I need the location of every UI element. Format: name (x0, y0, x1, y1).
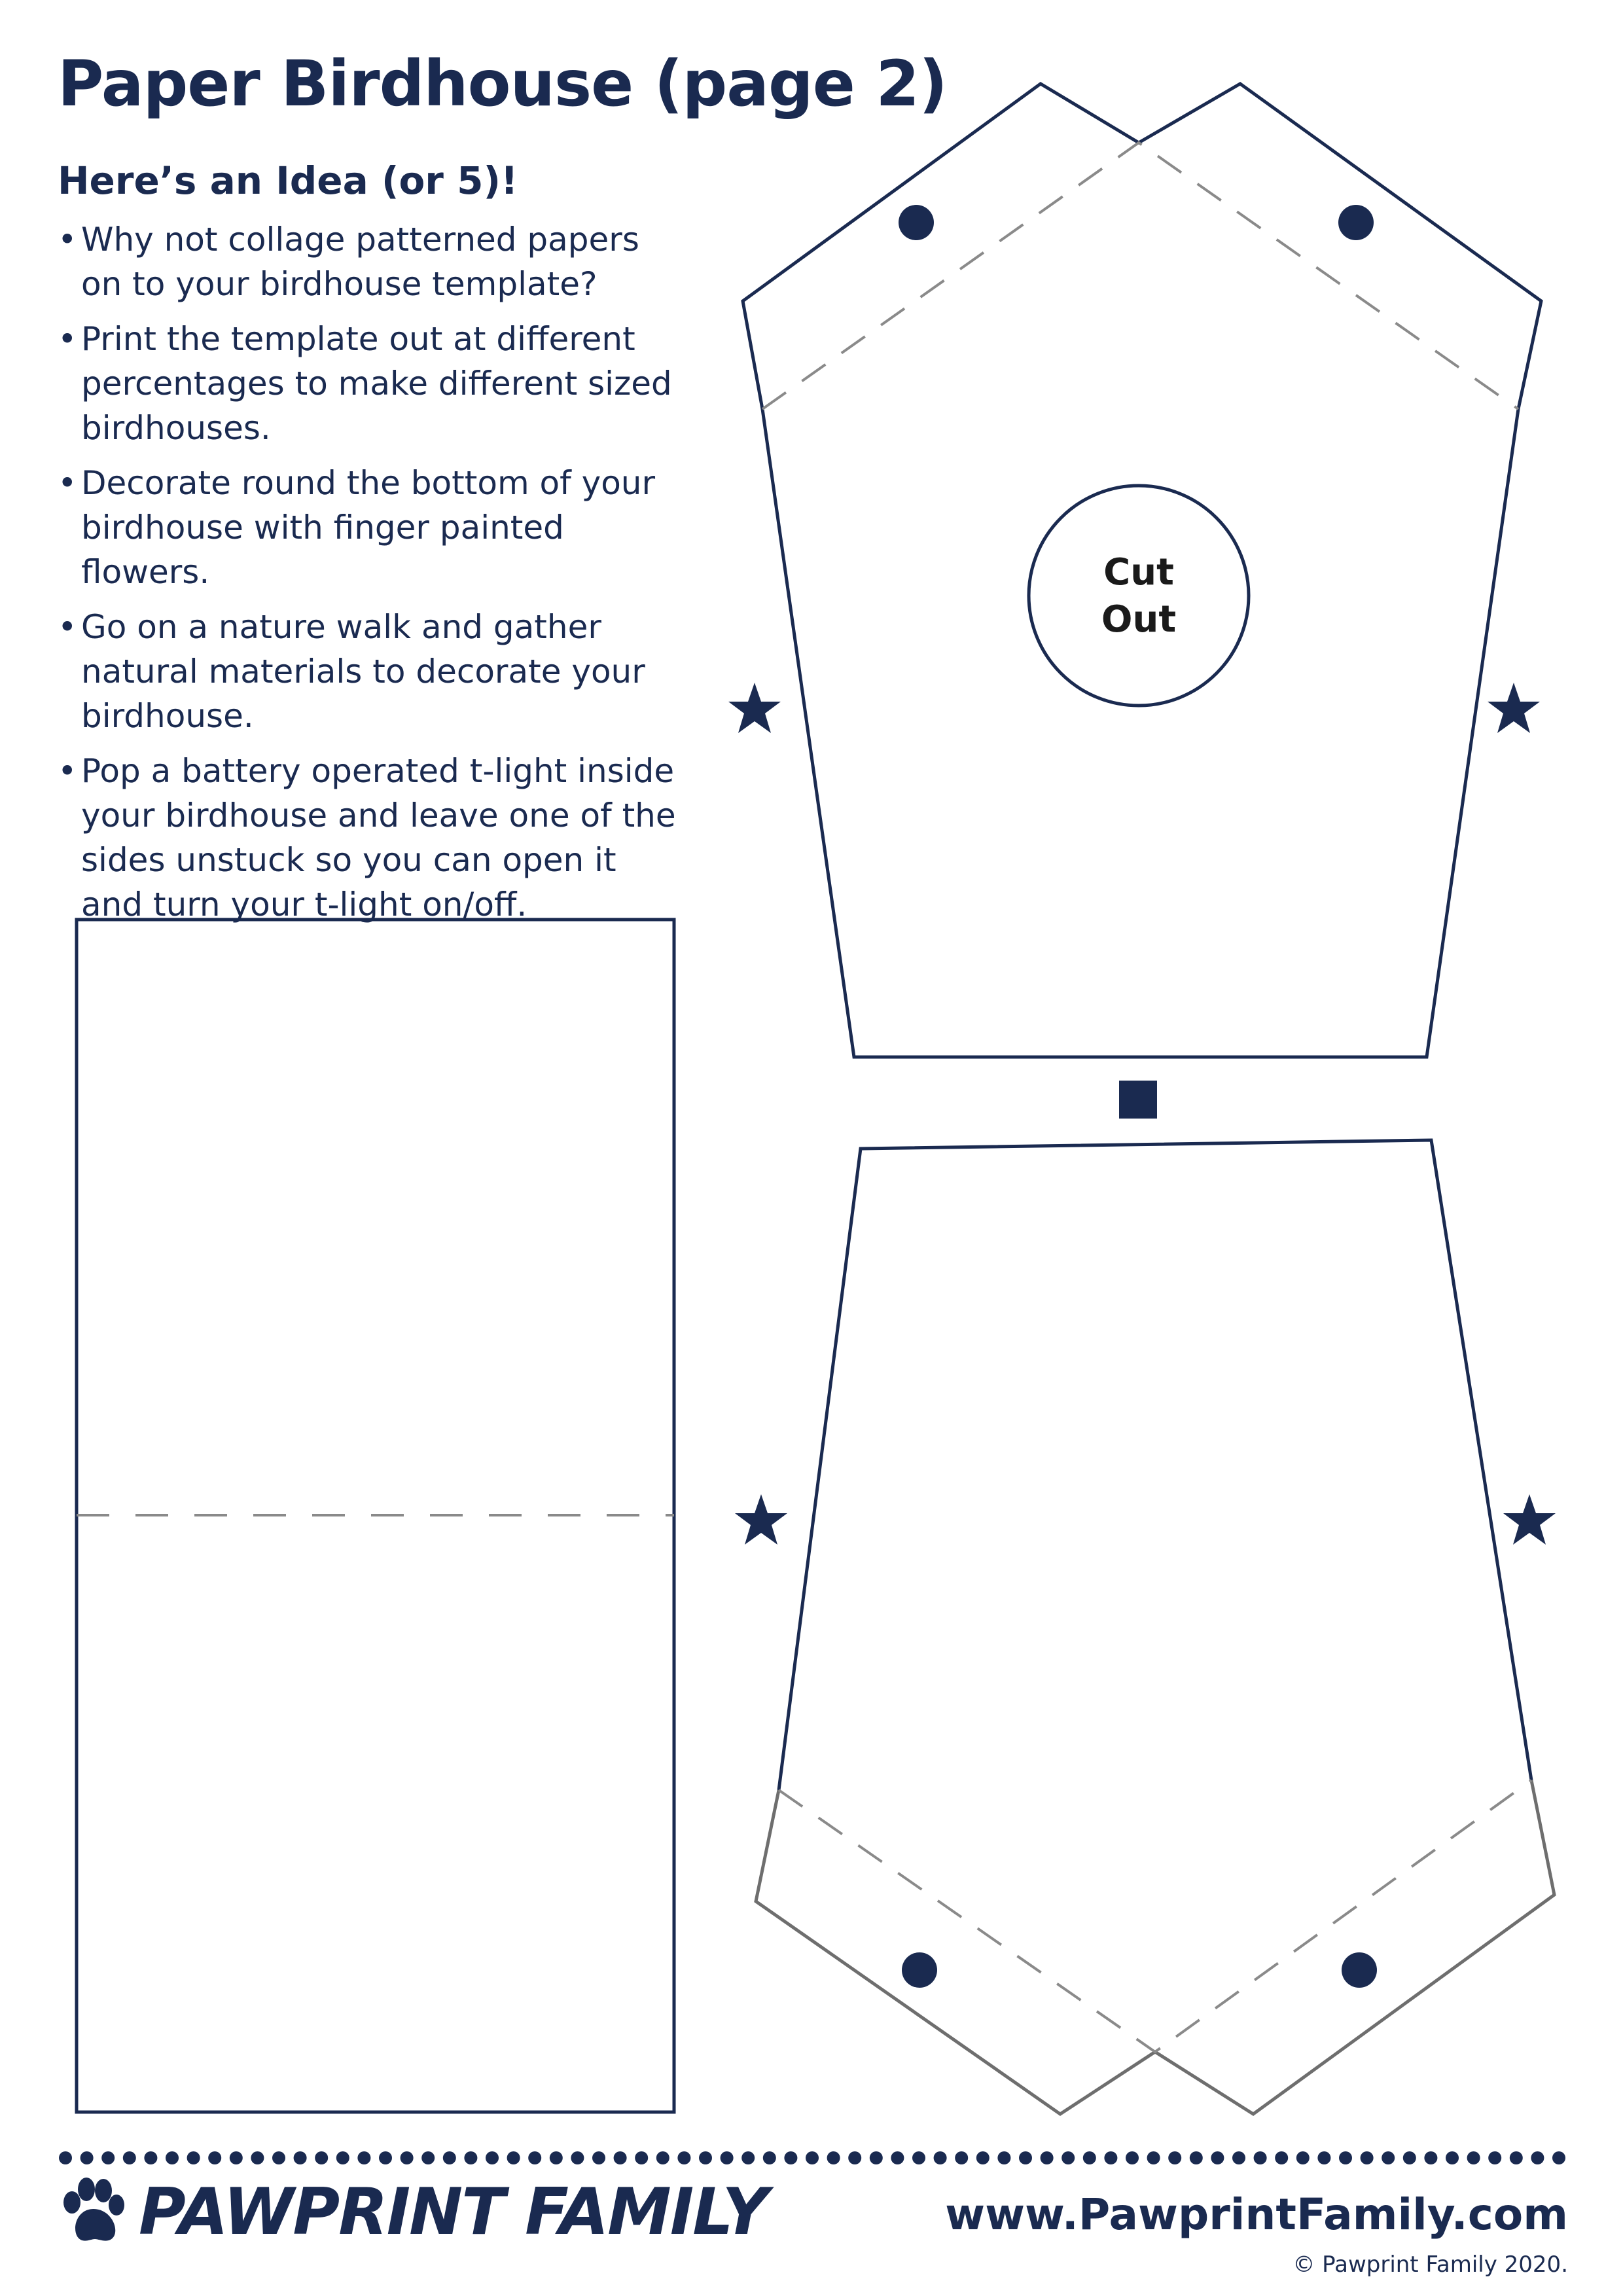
divider-dot (677, 2151, 690, 2164)
idea-item: • Print the template out at different percentages to make different sized birdhouses. (58, 317, 686, 450)
divider-dot (1275, 2151, 1288, 2164)
divider-dot (401, 2151, 414, 2164)
divider-dot (1552, 2151, 1565, 2164)
cutout-label-line2: Out (1101, 598, 1177, 641)
divider-dot (507, 2151, 520, 2164)
divider-dot (870, 2151, 883, 2164)
divider-dot (614, 2151, 627, 2164)
divider-dot (1104, 2151, 1117, 2164)
side-panel (77, 920, 674, 2112)
divider-dot (187, 2151, 200, 2164)
divider-dot (101, 2151, 115, 2164)
idea-item: • Pop a battery operated t-light inside your birdhouse and leave one of the sides unstuck so you can open it and turn your t-light on/off. (58, 749, 686, 927)
paw-icon (58, 2176, 130, 2248)
brand-logo (58, 2173, 767, 2251)
divider-dot (1467, 2151, 1480, 2164)
divider-dot (315, 2151, 328, 2164)
divider-dot (1510, 2151, 1523, 2164)
divider-dot (1147, 2151, 1160, 2164)
star-icon (728, 683, 781, 733)
divider-dot (1382, 2151, 1395, 2164)
divider-dot (443, 2151, 456, 2164)
divider-dot (721, 2151, 734, 2164)
bottom-panel (756, 1140, 1554, 2114)
divider-dot (486, 2151, 499, 2164)
star-icon (1503, 1494, 1556, 1545)
divider-dot (1019, 2151, 1032, 2164)
divider-dot (976, 2151, 990, 2164)
divider-dot (379, 2151, 392, 2164)
page-title: Paper Birdhouse (page 2) (58, 47, 947, 120)
divider-dot (891, 2151, 904, 2164)
divider-dot (80, 2151, 94, 2164)
idea-item: • Decorate round the bottom of your birdhouse with finger painted flowers. (58, 461, 686, 594)
website-link[interactable]: www.PawprintFamily.com (945, 2189, 1568, 2240)
divider-dot (1424, 2151, 1437, 2164)
divider-dot (421, 2151, 435, 2164)
divider-dot (1211, 2151, 1224, 2164)
divider-dot (272, 2151, 285, 2164)
divider-dot (656, 2151, 669, 2164)
brand-name: PAWPRINT FAMILY (139, 2175, 768, 2250)
square-marker (1119, 1081, 1157, 1119)
divider-dot (848, 2151, 861, 2164)
divider-dot (1190, 2151, 1203, 2164)
cutout-label-line1: Cut (1103, 551, 1174, 594)
divider-dot (357, 2151, 370, 2164)
divider-dot (912, 2151, 925, 2164)
divider-dot (251, 2151, 264, 2164)
divider-dot (336, 2151, 349, 2164)
divider-dot (1254, 2151, 1267, 2164)
divider-dot (1168, 2151, 1181, 2164)
cutout-circle (1029, 486, 1249, 706)
divider-dot (934, 2151, 947, 2164)
copyright-text: © Pawprint Family 2020. (1293, 2251, 1568, 2278)
footer-dotted-divider (59, 2151, 1565, 2164)
divider-dot (1531, 2151, 1544, 2164)
divider-dot (1061, 2151, 1075, 2164)
divider-dot (230, 2151, 243, 2164)
divider-dot (1041, 2151, 1054, 2164)
divider-dot (464, 2151, 477, 2164)
divider-dot (1488, 2151, 1501, 2164)
divider-dot (528, 2151, 541, 2164)
divider-dot (699, 2151, 712, 2164)
star-icon (1488, 683, 1540, 733)
divider-dot (763, 2151, 776, 2164)
dot-marker (899, 205, 934, 240)
dot-marker (1338, 205, 1374, 240)
idea-item: • Go on a nature walk and gather natural materials to decorate your birdhouse. (58, 605, 686, 738)
divider-dot (806, 2151, 819, 2164)
divider-dot (635, 2151, 648, 2164)
divider-dot (294, 2151, 307, 2164)
ideas-heading: Here’s an Idea (or 5)! (58, 158, 518, 203)
divider-dot (1232, 2151, 1245, 2164)
divider-dot (827, 2151, 840, 2164)
divider-dot (208, 2151, 221, 2164)
divider-dot (59, 2151, 72, 2164)
dot-marker (902, 1952, 937, 1988)
divider-dot (571, 2151, 584, 2164)
divider-dot (1296, 2151, 1310, 2164)
divider-dot (550, 2151, 563, 2164)
divider-dot (997, 2151, 1010, 2164)
divider-dot (1403, 2151, 1416, 2164)
divider-dot (166, 2151, 179, 2164)
star-icon (735, 1494, 787, 1545)
divider-dot (1126, 2151, 1139, 2164)
divider-dot (1083, 2151, 1096, 2164)
divider-dot (955, 2151, 968, 2164)
divider-dot (144, 2151, 157, 2164)
divider-dot (1446, 2151, 1459, 2164)
divider-dot (1317, 2151, 1330, 2164)
dot-marker (1342, 1952, 1377, 1988)
divider-dot (1361, 2151, 1374, 2164)
divider-dot (741, 2151, 755, 2164)
divider-dot (592, 2151, 605, 2164)
divider-dot (1339, 2151, 1352, 2164)
divider-dot (123, 2151, 136, 2164)
divider-dot (784, 2151, 797, 2164)
idea-item: • Why not collage patterned papers on to your birdhouse template? (58, 217, 686, 306)
